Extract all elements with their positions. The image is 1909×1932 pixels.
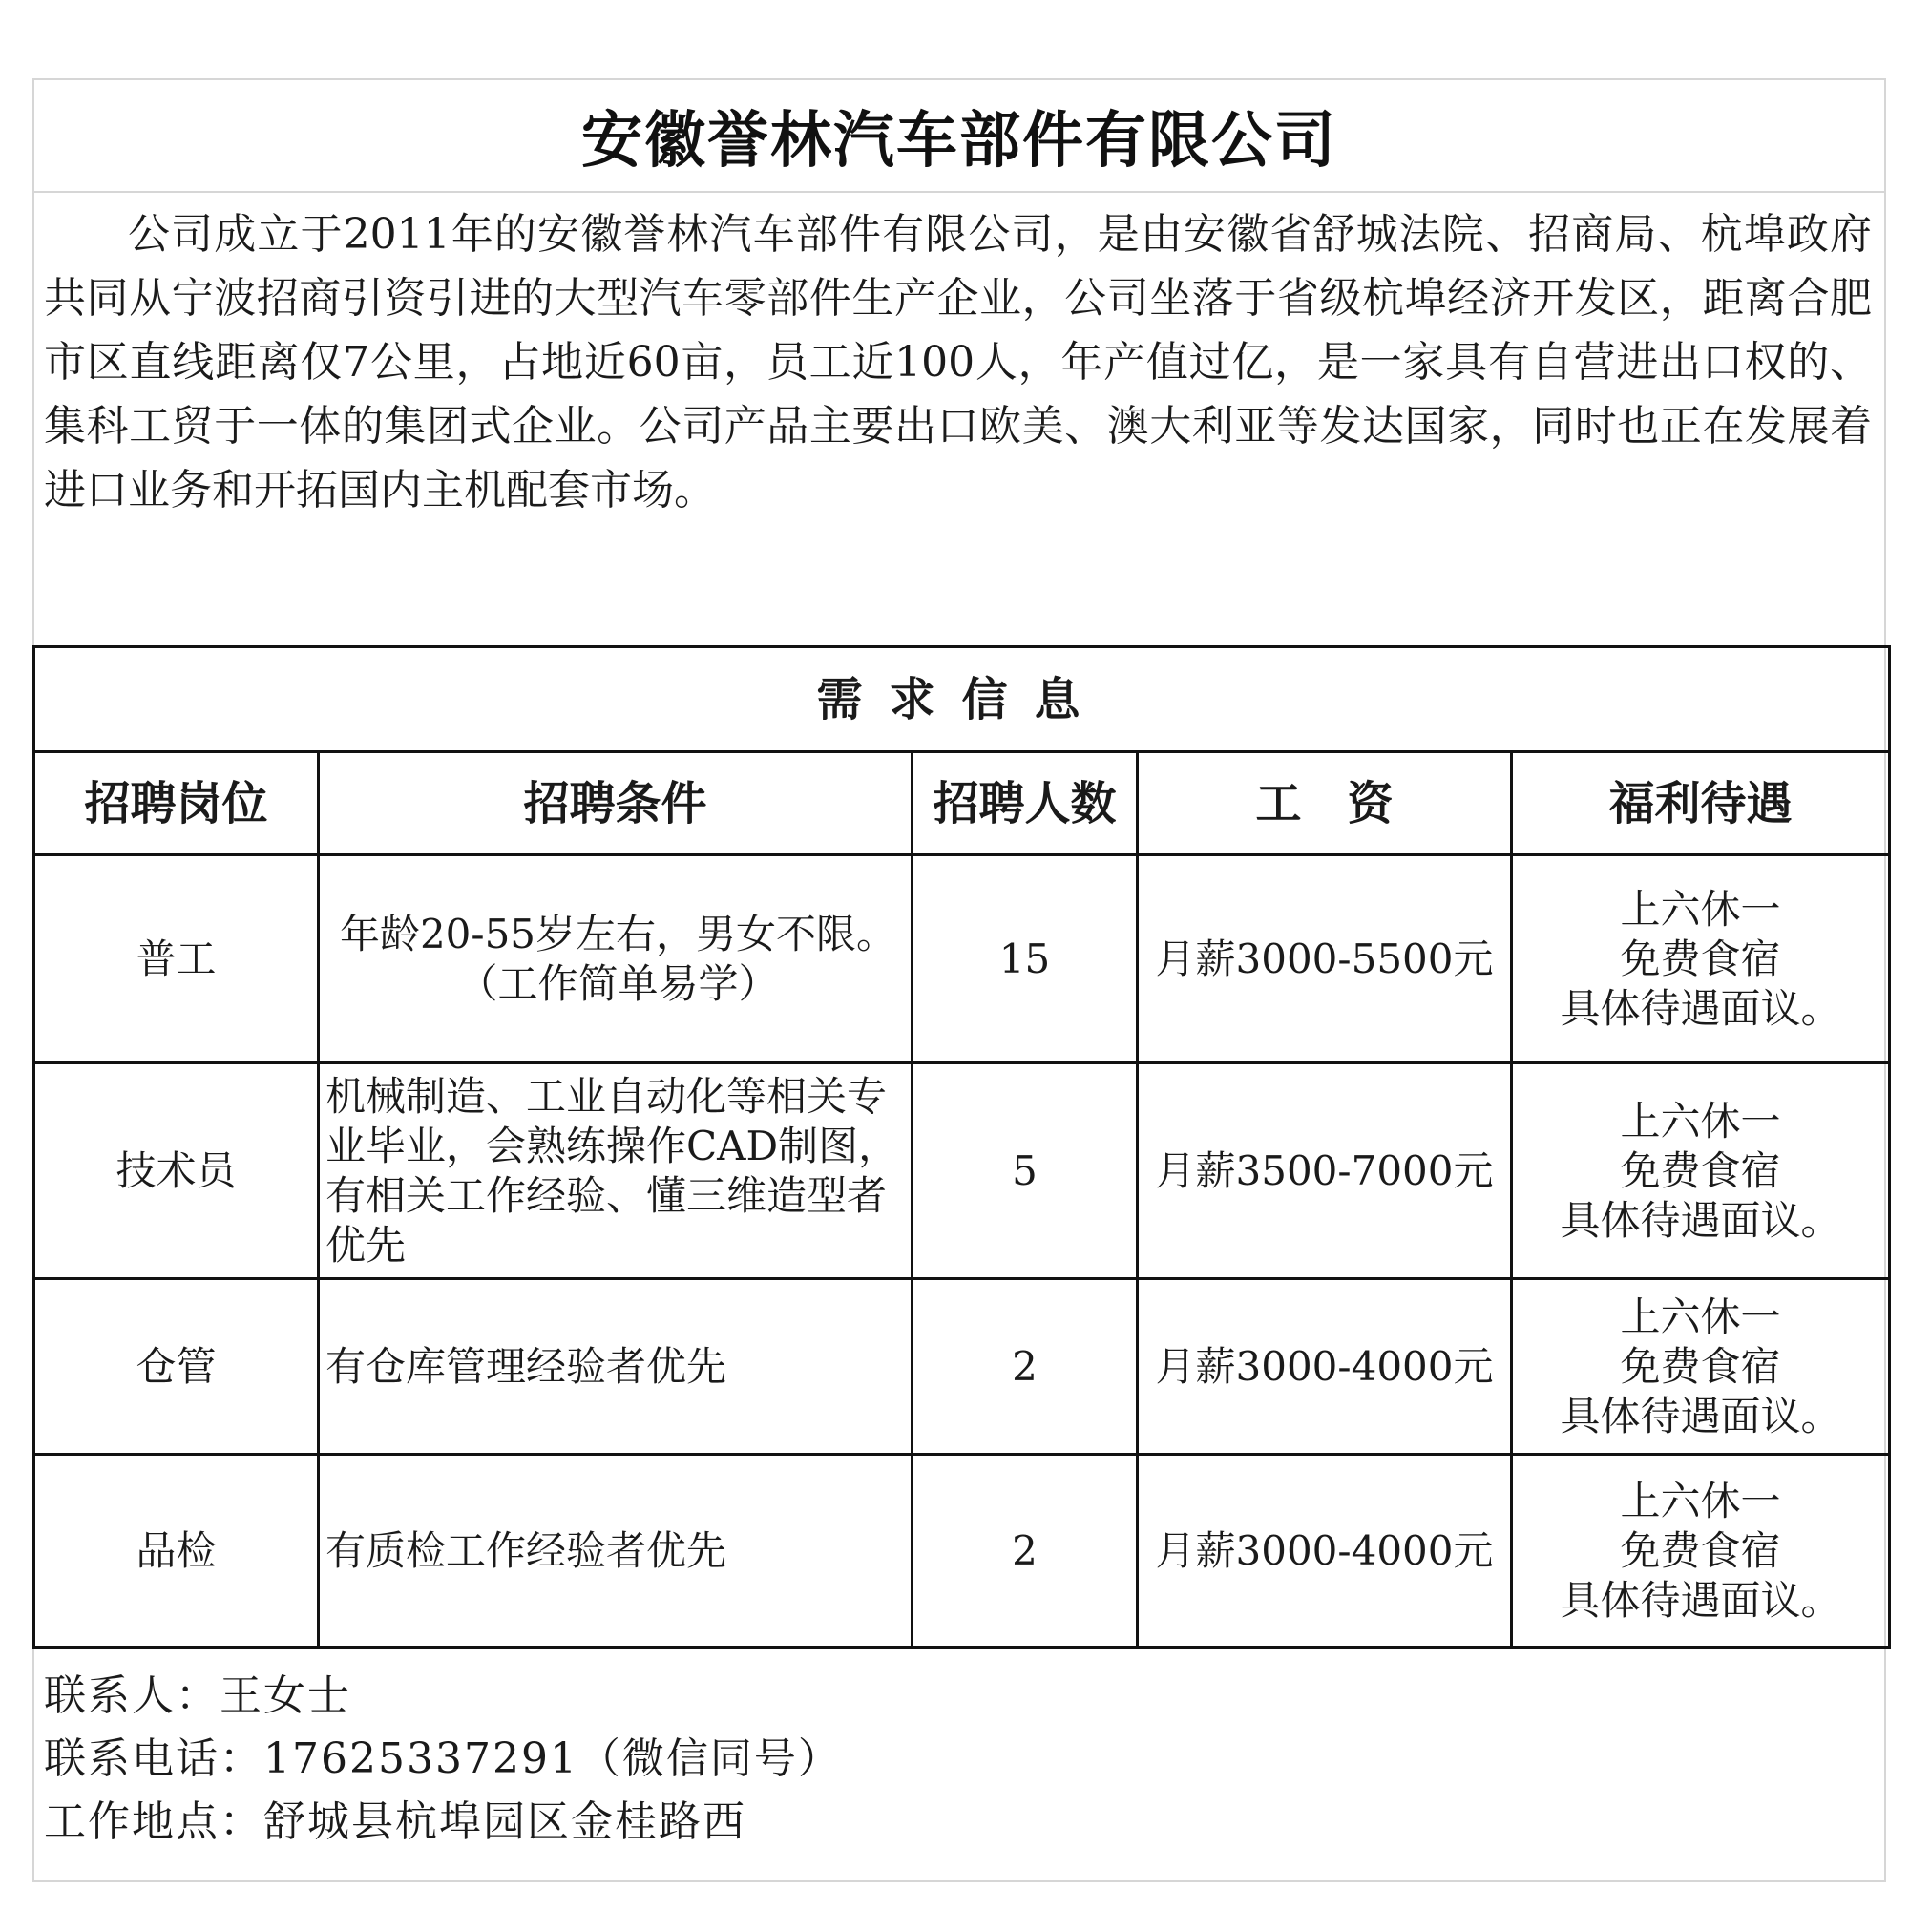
cell-requirement: 年龄20-55岁左右，男女不限。 （工作简单易学） [319, 855, 913, 1063]
cell-count: 5 [913, 1063, 1138, 1279]
cell-salary: 月薪3500-7000元 [1138, 1063, 1512, 1279]
table-row [34, 855, 1890, 1063]
table-row [34, 1279, 1890, 1455]
header-salary: 工 资 [1138, 752, 1512, 855]
cell-count: 2 [913, 1455, 1138, 1648]
cell-salary: 月薪3000-4000元 [1138, 1279, 1512, 1455]
job-posting-sheet [32, 78, 1886, 1882]
cell-salary: 月薪3000-5500元 [1138, 855, 1512, 1063]
table-row [34, 1063, 1890, 1279]
cell-position: 普工 [34, 855, 319, 1063]
cell-benefits: 上六休一 免费食宿 具体待遇面议。 [1512, 1279, 1890, 1455]
contact-block [44, 1665, 842, 1854]
cell-benefits: 上六休一 免费食宿 具体待遇面议。 [1512, 1063, 1890, 1279]
cell-requirement: 有质检工作经验者优先 [319, 1455, 913, 1648]
header-requirement: 招聘条件 [319, 752, 913, 855]
table-banner-row [34, 647, 1890, 752]
cell-count: 2 [913, 1279, 1138, 1455]
cell-requirement: 有仓库管理经验者优先 [319, 1279, 913, 1455]
requirements-table [32, 645, 1891, 1648]
table-header-row [34, 752, 1890, 855]
cell-position: 品检 [34, 1455, 319, 1648]
header-count: 招聘人数 [913, 752, 1138, 855]
cell-position: 仓管 [34, 1279, 319, 1455]
cell-count: 15 [913, 855, 1138, 1063]
contact-phone: 联系电话：17625337291（微信同号） [44, 1734, 842, 1783]
header-benefits: 福利待遇 [1512, 752, 1890, 855]
title-row [34, 80, 1884, 193]
cell-position: 技术员 [34, 1063, 319, 1279]
table-banner: 需求信息 [34, 647, 1890, 752]
header-position: 招聘岗位 [34, 752, 319, 855]
cell-requirement: 机械制造、工业自动化等相关专业毕业，会熟练操作CAD制图，有相关工作经验、懂三维造型者优先 [319, 1063, 913, 1279]
company-intro: 公司成立于2011年的安徽誉林汽车部件有限公司，是由安徽省舒城法院、招商局、杭埠政府共同从宁波招商引资引进的大型汽车零部件生产企业，公司坐落于省级杭埠经济开发区，距离合肥市区直线距离仅7公里，占地近60亩，员工近100人，年产值过亿，是一家具有自营进出口权的、集科工贸于一体的集团式企业。公司产品主要出口欧美、澳大利亚等发达国家，同时也正在发展着进口业务和开拓国内主机配套市场。 [44, 210, 1872, 514]
table-row [34, 1455, 1890, 1648]
cell-benefits: 上六休一 免费食宿 具体待遇面议。 [1512, 855, 1890, 1063]
work-address: 工作地点：舒城县杭埠园区金桂路西 [44, 1797, 746, 1846]
cell-salary: 月薪3000-4000元 [1138, 1455, 1512, 1648]
company-title: 安徽誉林汽车部件有限公司 [581, 106, 1337, 177]
contact-person: 联系人：王女士 [44, 1671, 351, 1720]
cell-benefits: 上六休一 免费食宿 具体待遇面议。 [1512, 1455, 1890, 1648]
